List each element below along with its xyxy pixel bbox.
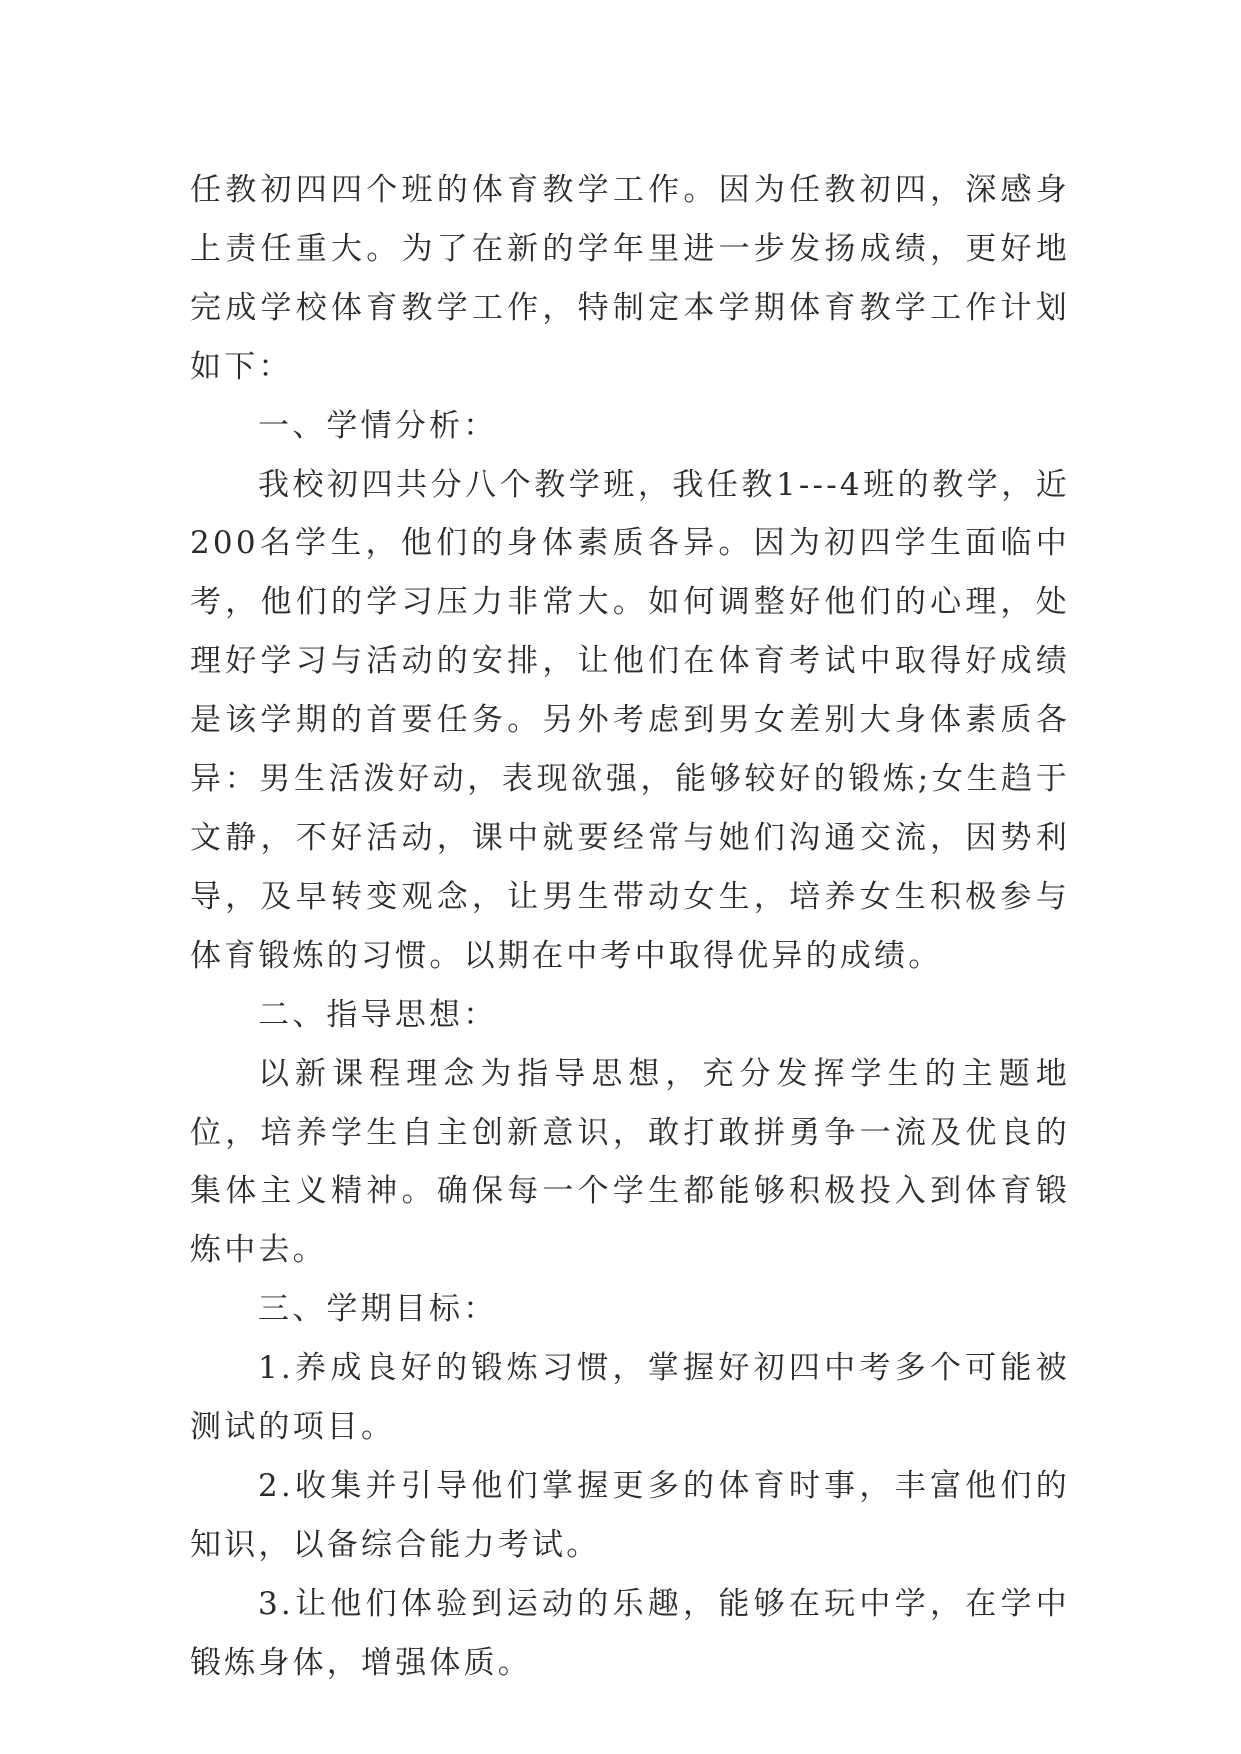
paragraph-student-analysis: 我校初四共分八个教学班，我任教1---4班的教学，近200名学生，他们的身体素质各异。因为初四学生面临中考，他们的学习压力非常大。如何调整好他们的心理，处理好学习与活动的安排，让他们在体育考试中取得好成绩是该学期的首要任务。另外考虑到男女差别大身体素质各异：男生活泼好动，表现欲强，能够较好的锻炼;女生趋于文静，不好活动，课中就要经常与她们沟通交流，因势利导，及早转变观念，让男生带动女生，培养女生积极参与体育锻炼的习惯。以期在中考中取得优异的成绩。 bbox=[190, 466, 1070, 974]
goal-item-1: 1.养成良好的锻炼习惯，掌握好初四中考多个可能被测试的项目。 bbox=[190, 1350, 1070, 1446]
paragraph-guiding-ideology: 以新课程理念为指导思想，充分发挥学生的主题地位，培养学生自主创新意识，敢打敢拼勇争一流及优良的集体主义精神。确保每一个学生都能够积极投入到体育锻炼中去。 bbox=[190, 1055, 1070, 1269]
paragraph-intro-continuation: 任教初四四个班的体育教学工作。因为任教初四，深感身上责任重大。为了在新的学年里进一步发扬成绩，更好地完成学校体育教学工作，特制定本学期体育教学工作计划如下： bbox=[190, 172, 1070, 385]
heading-student-analysis: 一、学情分析： bbox=[258, 407, 498, 444]
heading-guiding-ideology: 二、指导思想： bbox=[258, 996, 498, 1033]
goal-item-3: 3.让他们体验到运动的乐趣，能够在玩中学，在学中锻炼身体，增强体质。 bbox=[190, 1585, 1070, 1681]
goal-item-2: 2.收集并引导他们掌握更多的体育时事，丰富他们的知识，以备综合能力考试。 bbox=[190, 1467, 1070, 1563]
heading-semester-goals: 三、学期目标： bbox=[258, 1291, 498, 1328]
document-body bbox=[190, 161, 1070, 1693]
